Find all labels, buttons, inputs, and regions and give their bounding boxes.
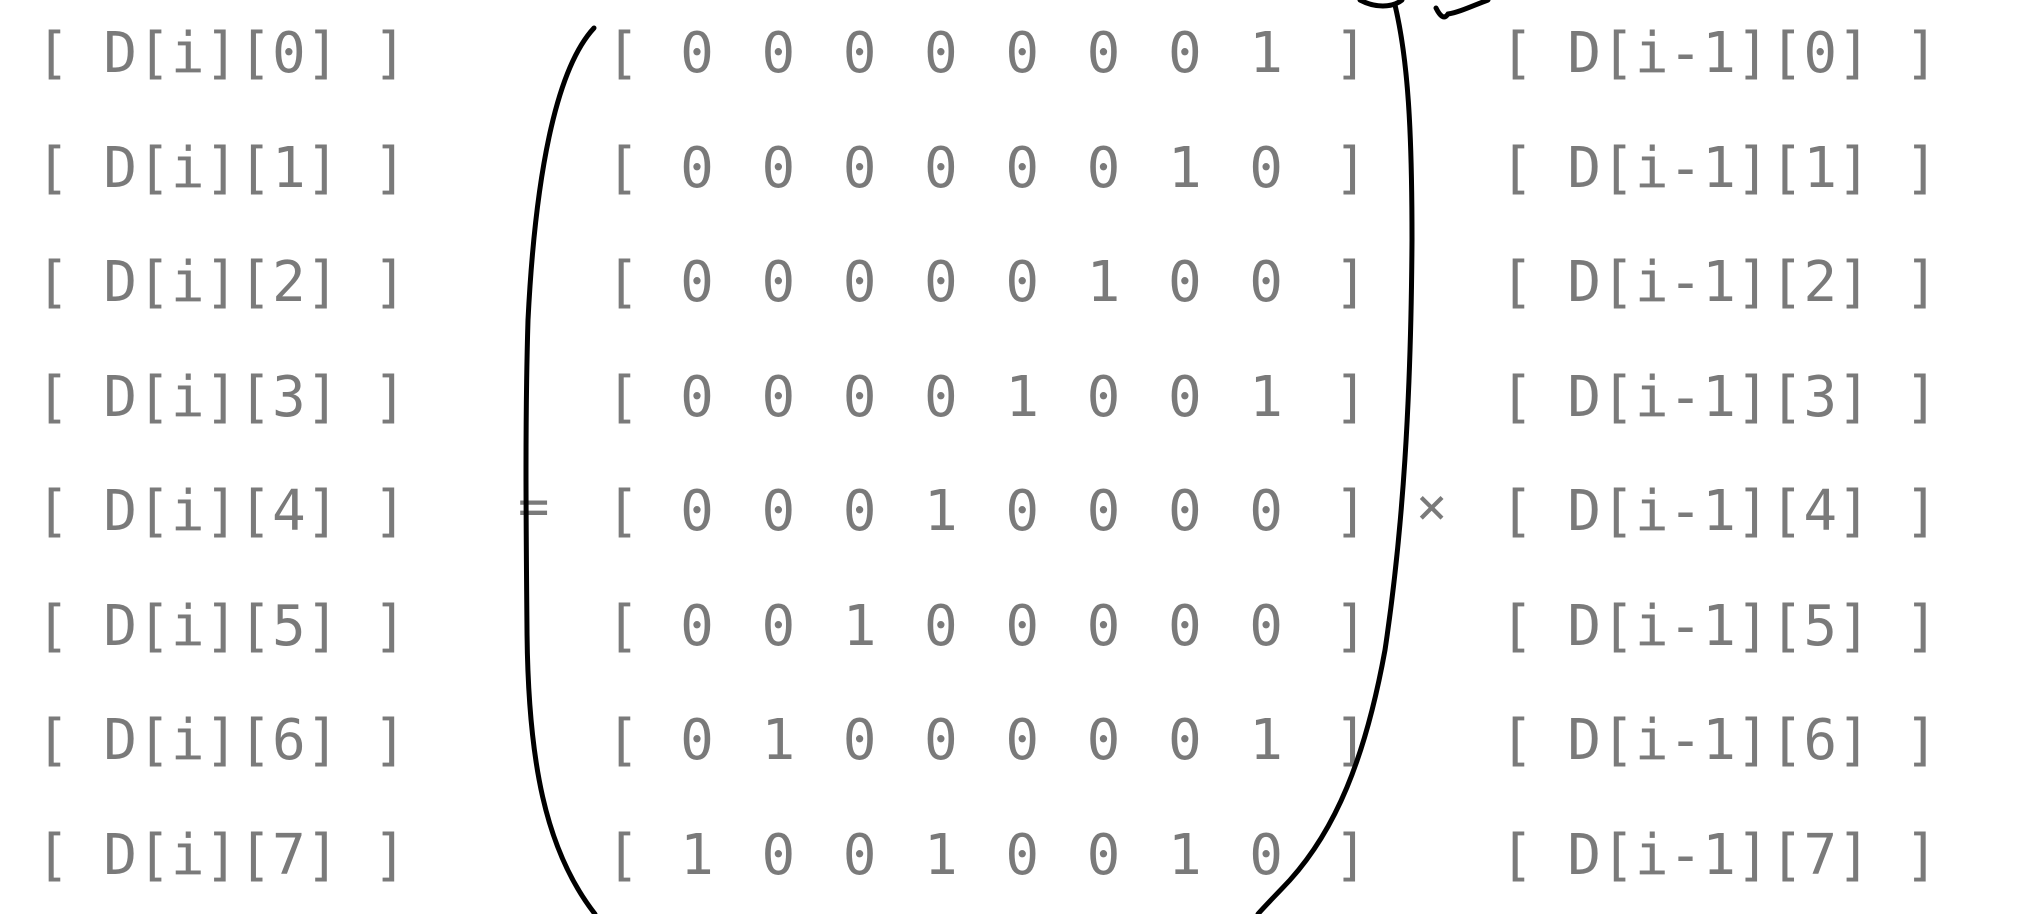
matrix-cell: 0 [680, 479, 714, 544]
matrix-cell: 0 [1086, 21, 1121, 86]
matrix-cell: 0 [1086, 593, 1121, 659]
matrix-cell: 0 [924, 250, 958, 315]
lhs-vector-entry: [ D[i][5] ] [36, 593, 407, 659]
matrix-cell: 0 [1167, 250, 1202, 315]
matrix-cell: 0 [680, 708, 714, 773]
lhs-vector-entry: [ D[i][3] ] [36, 364, 407, 430]
matrix-cell: 0 [680, 135, 714, 201]
matrix-cell: 0 [842, 21, 877, 86]
matrix-cell: 1 [680, 822, 714, 888]
matrix-cell: 0 [842, 708, 877, 773]
matrix-cell: 1 [1249, 364, 1283, 430]
lhs-vector-entry: [ D[i][4] ] [36, 479, 407, 544]
matrix-row-close-bracket: ] [1334, 479, 1368, 544]
equation-row [0, 358, 2036, 438]
matrix-row-open-bracket: [ [606, 822, 640, 888]
pen-top-curl [1360, 0, 1402, 6]
matrix-cell: 1 [1167, 135, 1202, 201]
matrix-row-open-bracket: [ [606, 593, 640, 659]
matrix-cell: 0 [761, 135, 796, 201]
matrix-cell: 0 [842, 250, 877, 315]
lhs-vector-entry: [ D[i][7] ] [36, 822, 407, 888]
rhs-vector-entry: [ D[i-1][5] ] [1500, 593, 1939, 659]
rhs-vector-entry: [ D[i-1][3] ] [1500, 364, 1939, 430]
matrix-cell: 0 [924, 364, 958, 430]
rhs-vector-entry: [ D[i-1][7] ] [1500, 822, 1939, 888]
matrix-row-close-bracket: ] [1334, 21, 1368, 86]
matrix-cell: 0 [842, 135, 877, 201]
lhs-vector-entry: [ D[i][0] ] [36, 21, 407, 86]
matrix-cell: 1 [761, 708, 796, 773]
equation-row [0, 14, 2036, 94]
times-sign: × [1416, 477, 1448, 537]
matrix-cell: 0 [1005, 593, 1040, 659]
matrix-cell: 0 [924, 593, 958, 659]
rhs-vector-entry: [ D[i-1][1] ] [1500, 135, 1939, 201]
matrix-cell: 0 [1167, 21, 1202, 86]
matrix-cell: 0 [1249, 822, 1283, 888]
equation-row [0, 587, 2036, 667]
matrix-row-close-bracket: ] [1334, 250, 1368, 315]
matrix-cell: 0 [1249, 593, 1283, 659]
matrix-row-close-bracket: ] [1334, 822, 1368, 888]
matrix-cell: 0 [924, 135, 958, 201]
matrix-cell: 0 [1005, 21, 1040, 86]
matrix-cell: 1 [1249, 708, 1283, 773]
matrix-cell: 0 [924, 708, 958, 773]
matrix-row-close-bracket: ] [1334, 135, 1368, 201]
matrix-cell: 1 [924, 479, 958, 544]
matrix-cell: 1 [1167, 822, 1202, 888]
lhs-vector-entry: [ D[i][1] ] [36, 135, 407, 201]
matrix-cell: 0 [1005, 135, 1040, 201]
matrix-cell: 1 [1005, 364, 1040, 430]
matrix-cell: 0 [1086, 479, 1121, 544]
matrix-cell: 0 [842, 822, 877, 888]
matrix-cell: 0 [1167, 708, 1202, 773]
matrix-cell: 0 [1005, 479, 1040, 544]
matrix-cell: 0 [761, 593, 796, 659]
matrix-cell: 0 [924, 21, 958, 86]
matrix-cell: 0 [1086, 708, 1121, 773]
equation-row [0, 816, 2036, 896]
matrix-cell: 0 [842, 364, 877, 430]
matrix-cell: 0 [761, 479, 796, 544]
matrix-cell: 0 [1249, 250, 1283, 315]
matrix-row-open-bracket: [ [606, 21, 640, 86]
matrix-row-close-bracket: ] [1334, 708, 1368, 773]
matrix-cell: 1 [1086, 250, 1121, 315]
rhs-vector-entry: [ D[i-1][0] ] [1500, 21, 1939, 86]
matrix-cell: 0 [1249, 479, 1283, 544]
lhs-vector-entry: [ D[i][2] ] [36, 250, 407, 315]
matrix-cell: 0 [1086, 822, 1121, 888]
matrix-cell: 0 [1167, 593, 1202, 659]
matrix-cell: 0 [680, 364, 714, 430]
rhs-vector-entry: [ D[i-1][2] ] [1500, 250, 1939, 315]
matrix-row-open-bracket: [ [606, 364, 640, 430]
matrix-cell: 1 [924, 822, 958, 888]
matrix-cell: 0 [1005, 250, 1040, 315]
matrix-cell: 0 [761, 364, 796, 430]
matrix-row-open-bracket: [ [606, 135, 640, 201]
matrix-cell: 0 [1005, 822, 1040, 888]
matrix-cell: 0 [1086, 135, 1121, 201]
matrix-cell: 0 [1249, 135, 1283, 201]
matrix-row-close-bracket: ] [1334, 593, 1368, 659]
matrix-row-open-bracket: [ [606, 479, 640, 544]
matrix-cell: 0 [680, 593, 714, 659]
equation-row [0, 129, 2036, 209]
matrix-cell: 1 [842, 593, 877, 659]
equals-sign: = [518, 477, 550, 537]
matrix-cell: 0 [1005, 708, 1040, 773]
equation-row [0, 472, 2036, 552]
matrix-cell: 1 [1249, 21, 1283, 86]
matrix-cell: 0 [1167, 364, 1202, 430]
matrix-cell: 0 [680, 21, 714, 86]
matrix-cell: 0 [1167, 479, 1202, 544]
equation-row [0, 243, 2036, 323]
rhs-vector-entry: [ D[i-1][6] ] [1500, 708, 1939, 773]
matrix-cell: 0 [680, 250, 714, 315]
matrix-row-close-bracket: ] [1334, 364, 1368, 430]
matrix-cell: 0 [842, 479, 877, 544]
matrix-cell: 0 [761, 250, 796, 315]
lhs-vector-entry: [ D[i][6] ] [36, 708, 407, 773]
matrix-row-open-bracket: [ [606, 250, 640, 315]
matrix-cell: 0 [1086, 364, 1121, 430]
equation-row [0, 701, 2036, 781]
matrix-cell: 0 [761, 822, 796, 888]
rhs-vector-entry: [ D[i-1][4] ] [1500, 479, 1939, 544]
matrix-row-open-bracket: [ [606, 708, 640, 773]
matrix-cell: 0 [761, 21, 796, 86]
